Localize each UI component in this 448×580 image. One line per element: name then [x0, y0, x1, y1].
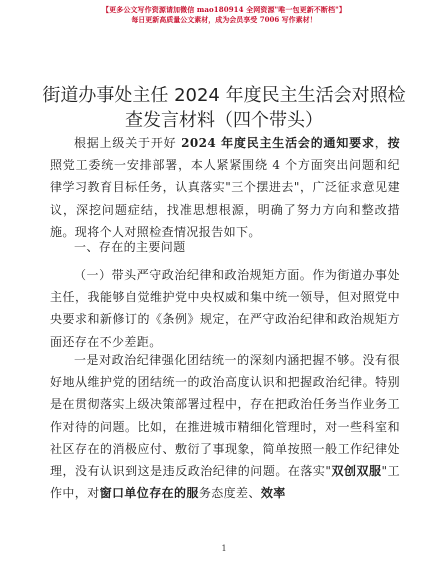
- banner-line-2: 每日更新高质量公文素材，成为会员享受 7006 写作素材！: [131, 15, 317, 24]
- page-number: 1: [221, 544, 227, 553]
- paragraph-2-text: （一）带头严守政治纪律和政治规矩方面。作为街道办事处主任，我能够自觉维护党中央权威和集中统一领导，但对照党中央要求和新修订的《条例》规定，在严守政治纪律和政治规矩方面还存在不少差距。: [50, 268, 400, 349]
- para3-bold-3: 效率: [260, 486, 286, 501]
- intro-text-1: 根据上级关于开好: [74, 136, 182, 150]
- intro-text-3: 照党工委统一安排部署，本人紧紧围绕 4 个方面突出问题和纪律学习教育目标任务，认真落实"三个摆进去"，广泛征求意见建议，深挖问题症结，找准思想根源，明确了努力方向和整改措施。现将个人对照检查情况报告如下。: [50, 158, 400, 239]
- para3-bold-2: 窗口单位存在的服: [99, 486, 199, 501]
- intro-text-2: ，: [374, 136, 388, 150]
- para3-text-2: "工作中，对: [50, 464, 400, 501]
- para3-text-3: 务态度差、: [198, 486, 261, 501]
- promo-banner: [0, 4, 448, 25]
- section-heading: [50, 236, 400, 258]
- paragraph-political-discipline: [50, 264, 400, 353]
- para3-text-1: 一是对政治纪律强化团结统一的深刻内涵把握不够。没有很好地从维护党的团结统一的政治高度认识和把握政治纪律。特别是在贯彻落实上级决策部署过程中，存在把政治任务当作业务工作对待的问题。比如，在推进城市精细化管理时，对一些科室和社区存在的消极应付、敷衍了事现象，简单按照一般工作纪律处理，没有认识到这是违反政治纪律的问题。在落实": [50, 353, 400, 479]
- section-heading-text: 一、存在的主要问题: [74, 240, 186, 254]
- intro-bold-1: 2024 年度民主生活会的通知要求: [181, 136, 375, 150]
- para3-bold-1: 双创双服: [331, 464, 382, 479]
- intro-bold-2: 按: [387, 136, 400, 150]
- document-title: 街道办事处主任 2024 年度民主生活会对照检查发言材料（四个带头）: [42, 85, 406, 131]
- intro-paragraph: [50, 132, 400, 243]
- banner-line-1: 【更多公文写作资源请加微信 mao180914 全网资源"唯一包更新不断档"】: [102, 5, 346, 14]
- paragraph-issue-one: [50, 349, 400, 504]
